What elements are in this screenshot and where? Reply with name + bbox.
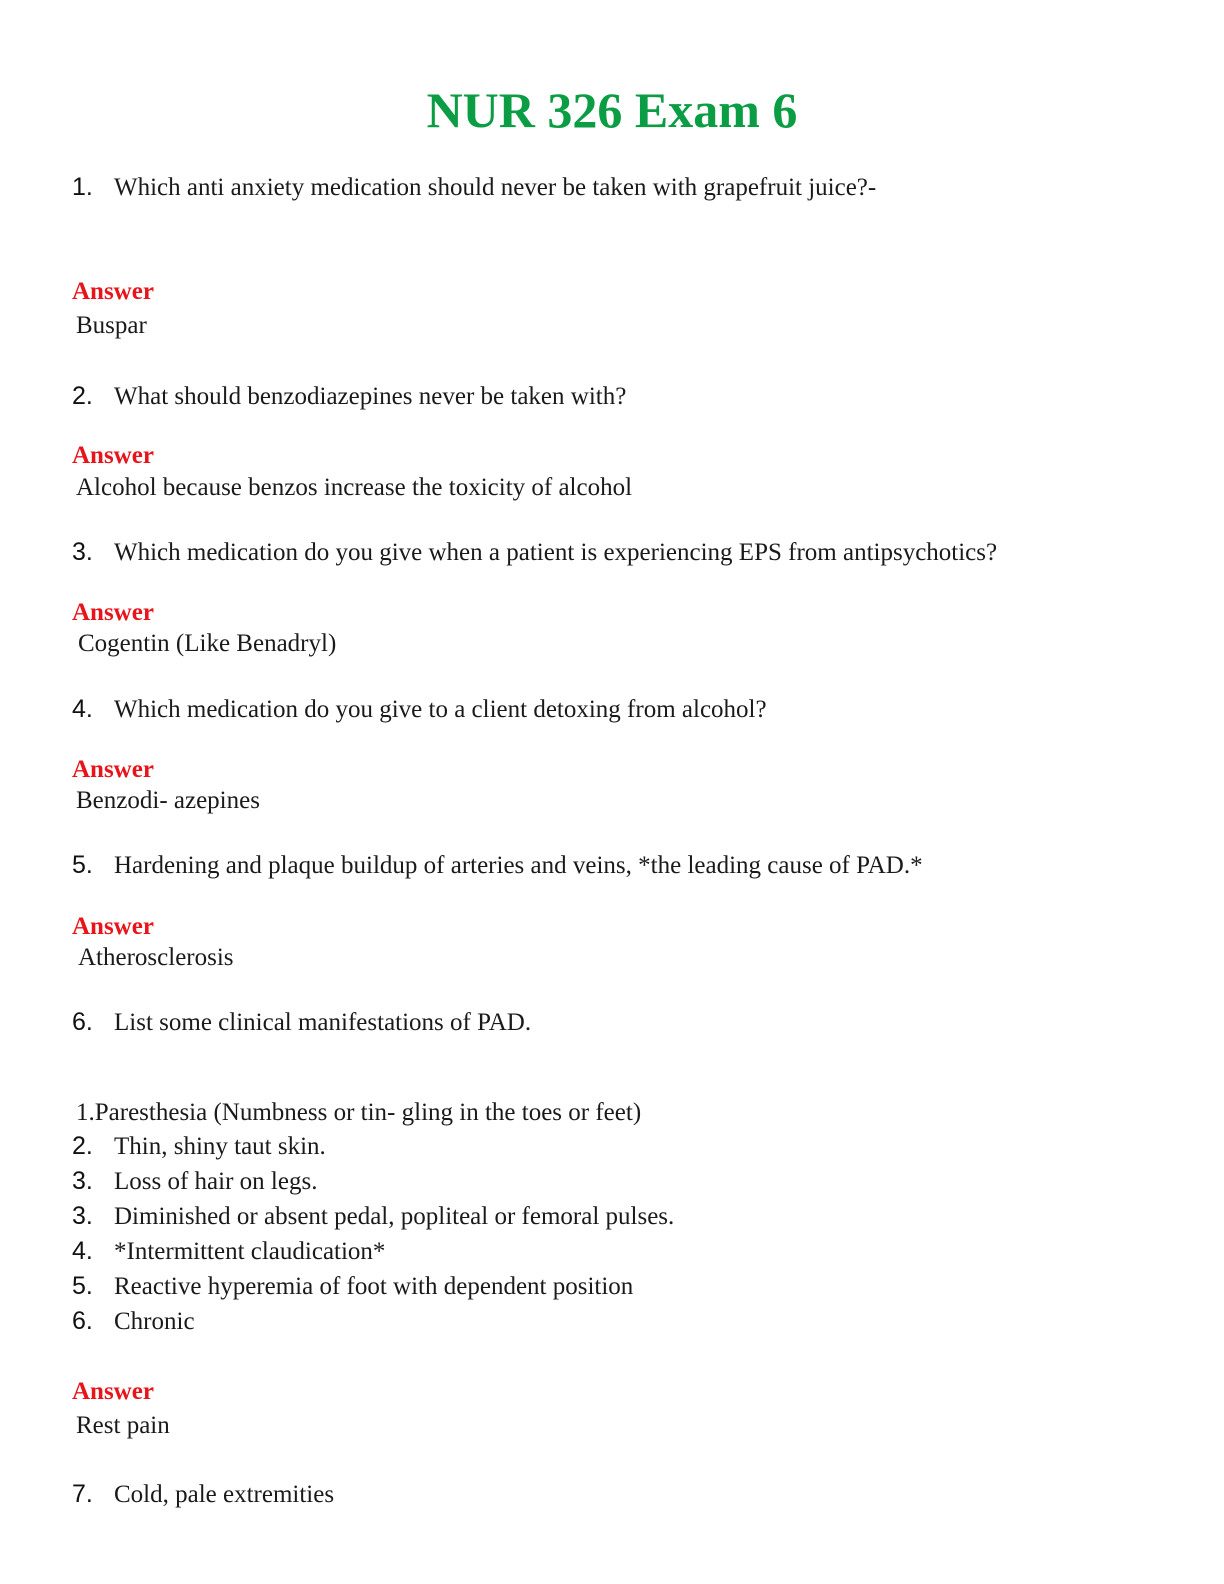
answer-label: Answer: [72, 599, 154, 626]
question-number: 7.: [72, 1480, 93, 1508]
question-text: What should benzodiazepines never be taken with?: [114, 383, 627, 410]
question-number: 2.: [72, 382, 93, 410]
manifestation-number: 4.: [72, 1237, 93, 1265]
question-number: 3.: [72, 538, 93, 566]
answer-label: Answer: [72, 913, 154, 940]
manifestation-number: 3.: [72, 1202, 93, 1230]
question-text: Which anti anxiety medication should never be taken with grapefruit juice?-: [114, 174, 877, 201]
answer-text: Buspar: [76, 312, 147, 339]
question-number: 4.: [72, 695, 93, 723]
manifestation-text: Paresthesia (Numbness or tin- gling in the toes or feet): [94, 1099, 642, 1126]
answer-text: Alcohol because benzos increase the toxicity of alcohol: [76, 474, 633, 501]
question-number: 5.: [72, 851, 93, 879]
page-title: NUR 326 Exam 6: [426, 82, 798, 138]
manifestation-text: *Intermittent claudication*: [114, 1238, 386, 1265]
manifestation-number: 2.: [72, 1132, 93, 1160]
question-number: 6.: [72, 1008, 93, 1036]
manifestation-number: 3.: [72, 1167, 93, 1195]
answer-label: Answer: [72, 1378, 154, 1405]
question-number: 1.: [72, 173, 93, 201]
manifestation-item: [76, 1098, 641, 1128]
answer-label: Answer: [72, 756, 154, 783]
manifestation-number: 5.: [72, 1272, 93, 1300]
answer-label: Answer: [72, 278, 154, 305]
question-text: Which medication do you give when a patient is experiencing EPS from antipsychotics?: [114, 539, 998, 566]
answer-text: Rest pain: [76, 1412, 170, 1439]
manifestation-text: Reactive hyperemia of foot with dependent position: [114, 1273, 634, 1300]
manifestation-number: 6.: [72, 1307, 93, 1335]
manifestation-number: 1.: [76, 1099, 95, 1126]
manifestation-text: Chronic: [114, 1308, 195, 1335]
question-text: Cold, pale extremities: [114, 1481, 335, 1508]
question-text: Which medication do you give to a client detoxing from alcohol?: [114, 696, 767, 723]
manifestation-text: Loss of hair on legs.: [114, 1168, 318, 1195]
answer-label: Answer: [72, 442, 154, 469]
question-text: List some clinical manifestations of PAD.: [114, 1009, 532, 1036]
answer-text: Cogentin (Like Benadryl): [78, 630, 337, 657]
question-text: Hardening and plaque buildup of arteries and veins, *the leading cause of PAD.*: [114, 852, 923, 879]
answer-text: Benzodi- azepines: [76, 787, 260, 814]
manifestation-text: Diminished or absent pedal, popliteal or femoral pulses.: [114, 1203, 675, 1230]
manifestation-text: Thin, shiny taut skin.: [114, 1133, 326, 1160]
answer-text: Atherosclerosis: [78, 944, 234, 971]
